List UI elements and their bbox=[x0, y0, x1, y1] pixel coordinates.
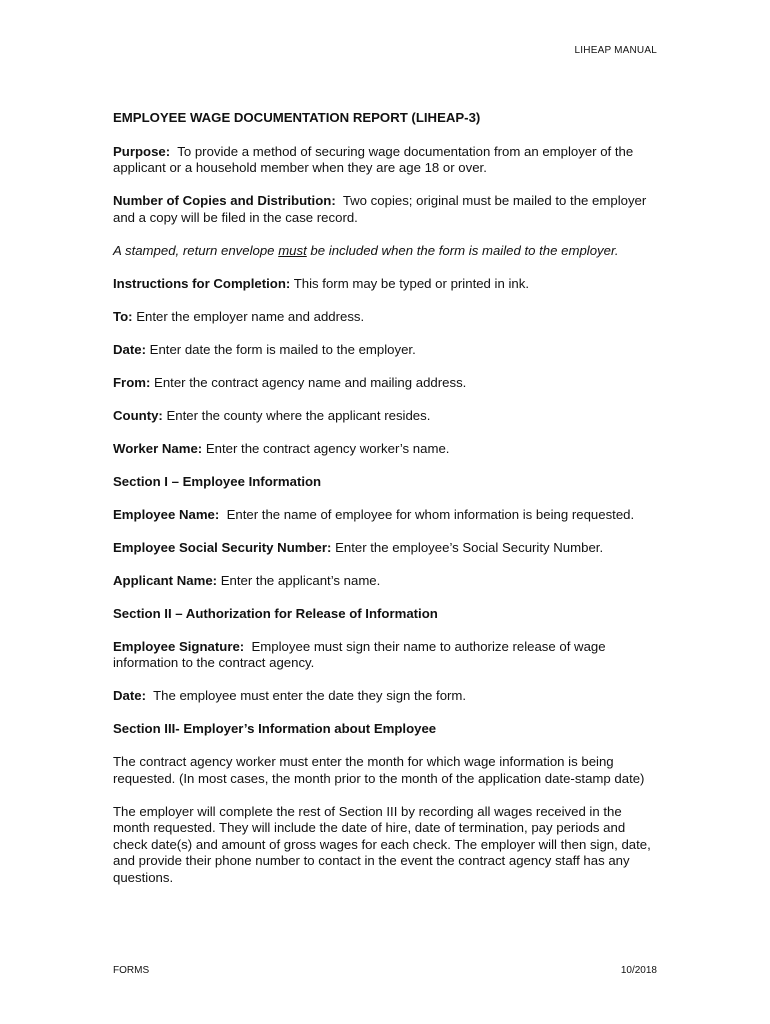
instructions-paragraph bbox=[113, 276, 658, 293]
purpose-paragraph bbox=[113, 144, 658, 177]
section-3-heading: Section III- Employer’s Information about Employee bbox=[113, 721, 437, 736]
applicant-name-label: Applicant Name: bbox=[113, 572, 218, 588]
date-label: Date: bbox=[113, 341, 146, 357]
signature-date-text: The employee must enter the date they sign the form. bbox=[153, 688, 467, 703]
county-text: Enter the county where the applicant resides. bbox=[166, 407, 431, 423]
employee-name-label: Employee Name: bbox=[113, 506, 220, 522]
worker-paragraph bbox=[113, 441, 658, 458]
employee-ssn-paragraph bbox=[113, 540, 658, 557]
county-label: County: bbox=[113, 407, 163, 423]
footer-forms: FORMS bbox=[113, 965, 150, 976]
copies-paragraph bbox=[113, 193, 658, 226]
applicant-name-text: Enter the applicant’s name. bbox=[220, 572, 381, 588]
envelope-text-after: be included when the form is mailed to the employer. bbox=[306, 242, 619, 258]
document-body bbox=[113, 110, 658, 903]
employee-name-text: Enter the name of employee for whom information is being requested. bbox=[226, 506, 635, 522]
manual-header: LIHEAP MANUAL bbox=[574, 45, 657, 56]
signature-date-label: Date: bbox=[113, 688, 146, 703]
document-title: EMPLOYEE WAGE DOCUMENTATION REPORT (LIHEAP-3) bbox=[113, 110, 481, 125]
date-paragraph bbox=[113, 342, 658, 359]
date-text: Enter date the form is mailed to the employer. bbox=[149, 341, 416, 357]
copies-text: Two copies; original must be mailed to the employer and a copy will be filed in the case record. bbox=[113, 193, 647, 225]
envelope-text-before: A stamped, return envelope bbox=[113, 242, 279, 258]
instructions-label: Instructions for Completion: bbox=[113, 275, 291, 291]
from-paragraph bbox=[113, 375, 658, 392]
month-paragraph: The contract agency worker must enter the month for which wage information is being requested. (In most cases, the month prior to the month of the application date-stamp date) bbox=[113, 754, 645, 786]
signature-date-paragraph bbox=[113, 688, 658, 705]
employee-ssn-text: Enter the employee’s Social Security Number. bbox=[335, 539, 604, 555]
copies-label: Number of Copies and Distribution: bbox=[113, 193, 336, 208]
from-text: Enter the contract agency name and mailing address. bbox=[154, 374, 467, 390]
worker-label: Worker Name: bbox=[113, 440, 203, 456]
to-label: To: bbox=[113, 308, 133, 324]
employee-name-paragraph bbox=[113, 507, 658, 524]
purpose-text: To provide a method of securing wage documentation from an employer of the applicant or a household member when they are age 18 or over. bbox=[113, 143, 634, 175]
employee-signature-paragraph bbox=[113, 639, 658, 672]
envelope-paragraph bbox=[113, 243, 658, 260]
footer-date: 10/2018 bbox=[620, 965, 657, 976]
county-paragraph bbox=[113, 408, 658, 425]
worker-text: Enter the contract agency worker’s name. bbox=[205, 440, 450, 456]
to-text: Enter the employer name and address. bbox=[136, 308, 365, 324]
purpose-label: Purpose: bbox=[113, 143, 171, 159]
section-2-heading: Section II – Authorization for Release of Information bbox=[113, 605, 438, 621]
employee-signature-label: Employee Signature: bbox=[113, 638, 245, 654]
employee-signature-text: Employee must sign their name to authorize release of wage information to the contract agency. bbox=[113, 638, 606, 670]
applicant-name-paragraph bbox=[113, 573, 658, 590]
instructions-text: This form may be typed or printed in ink. bbox=[293, 275, 530, 291]
to-paragraph bbox=[113, 309, 658, 326]
employer-paragraph: The employer will complete the rest of Section III by recording all wages received in the month requested. They will include the date of hire, date of termination, pay periods and check date(s) and amount of gross wages for each check. The employer will then sign, date, and provide their phone number to contact in the event the contract agency staff has any questions. bbox=[113, 803, 651, 885]
employee-ssn-label: Employee Social Security Number: bbox=[113, 539, 332, 555]
envelope-text-underlined: must bbox=[278, 242, 307, 258]
section-1-heading: Section I – Employee Information bbox=[113, 473, 322, 489]
from-label: From: bbox=[113, 374, 151, 390]
